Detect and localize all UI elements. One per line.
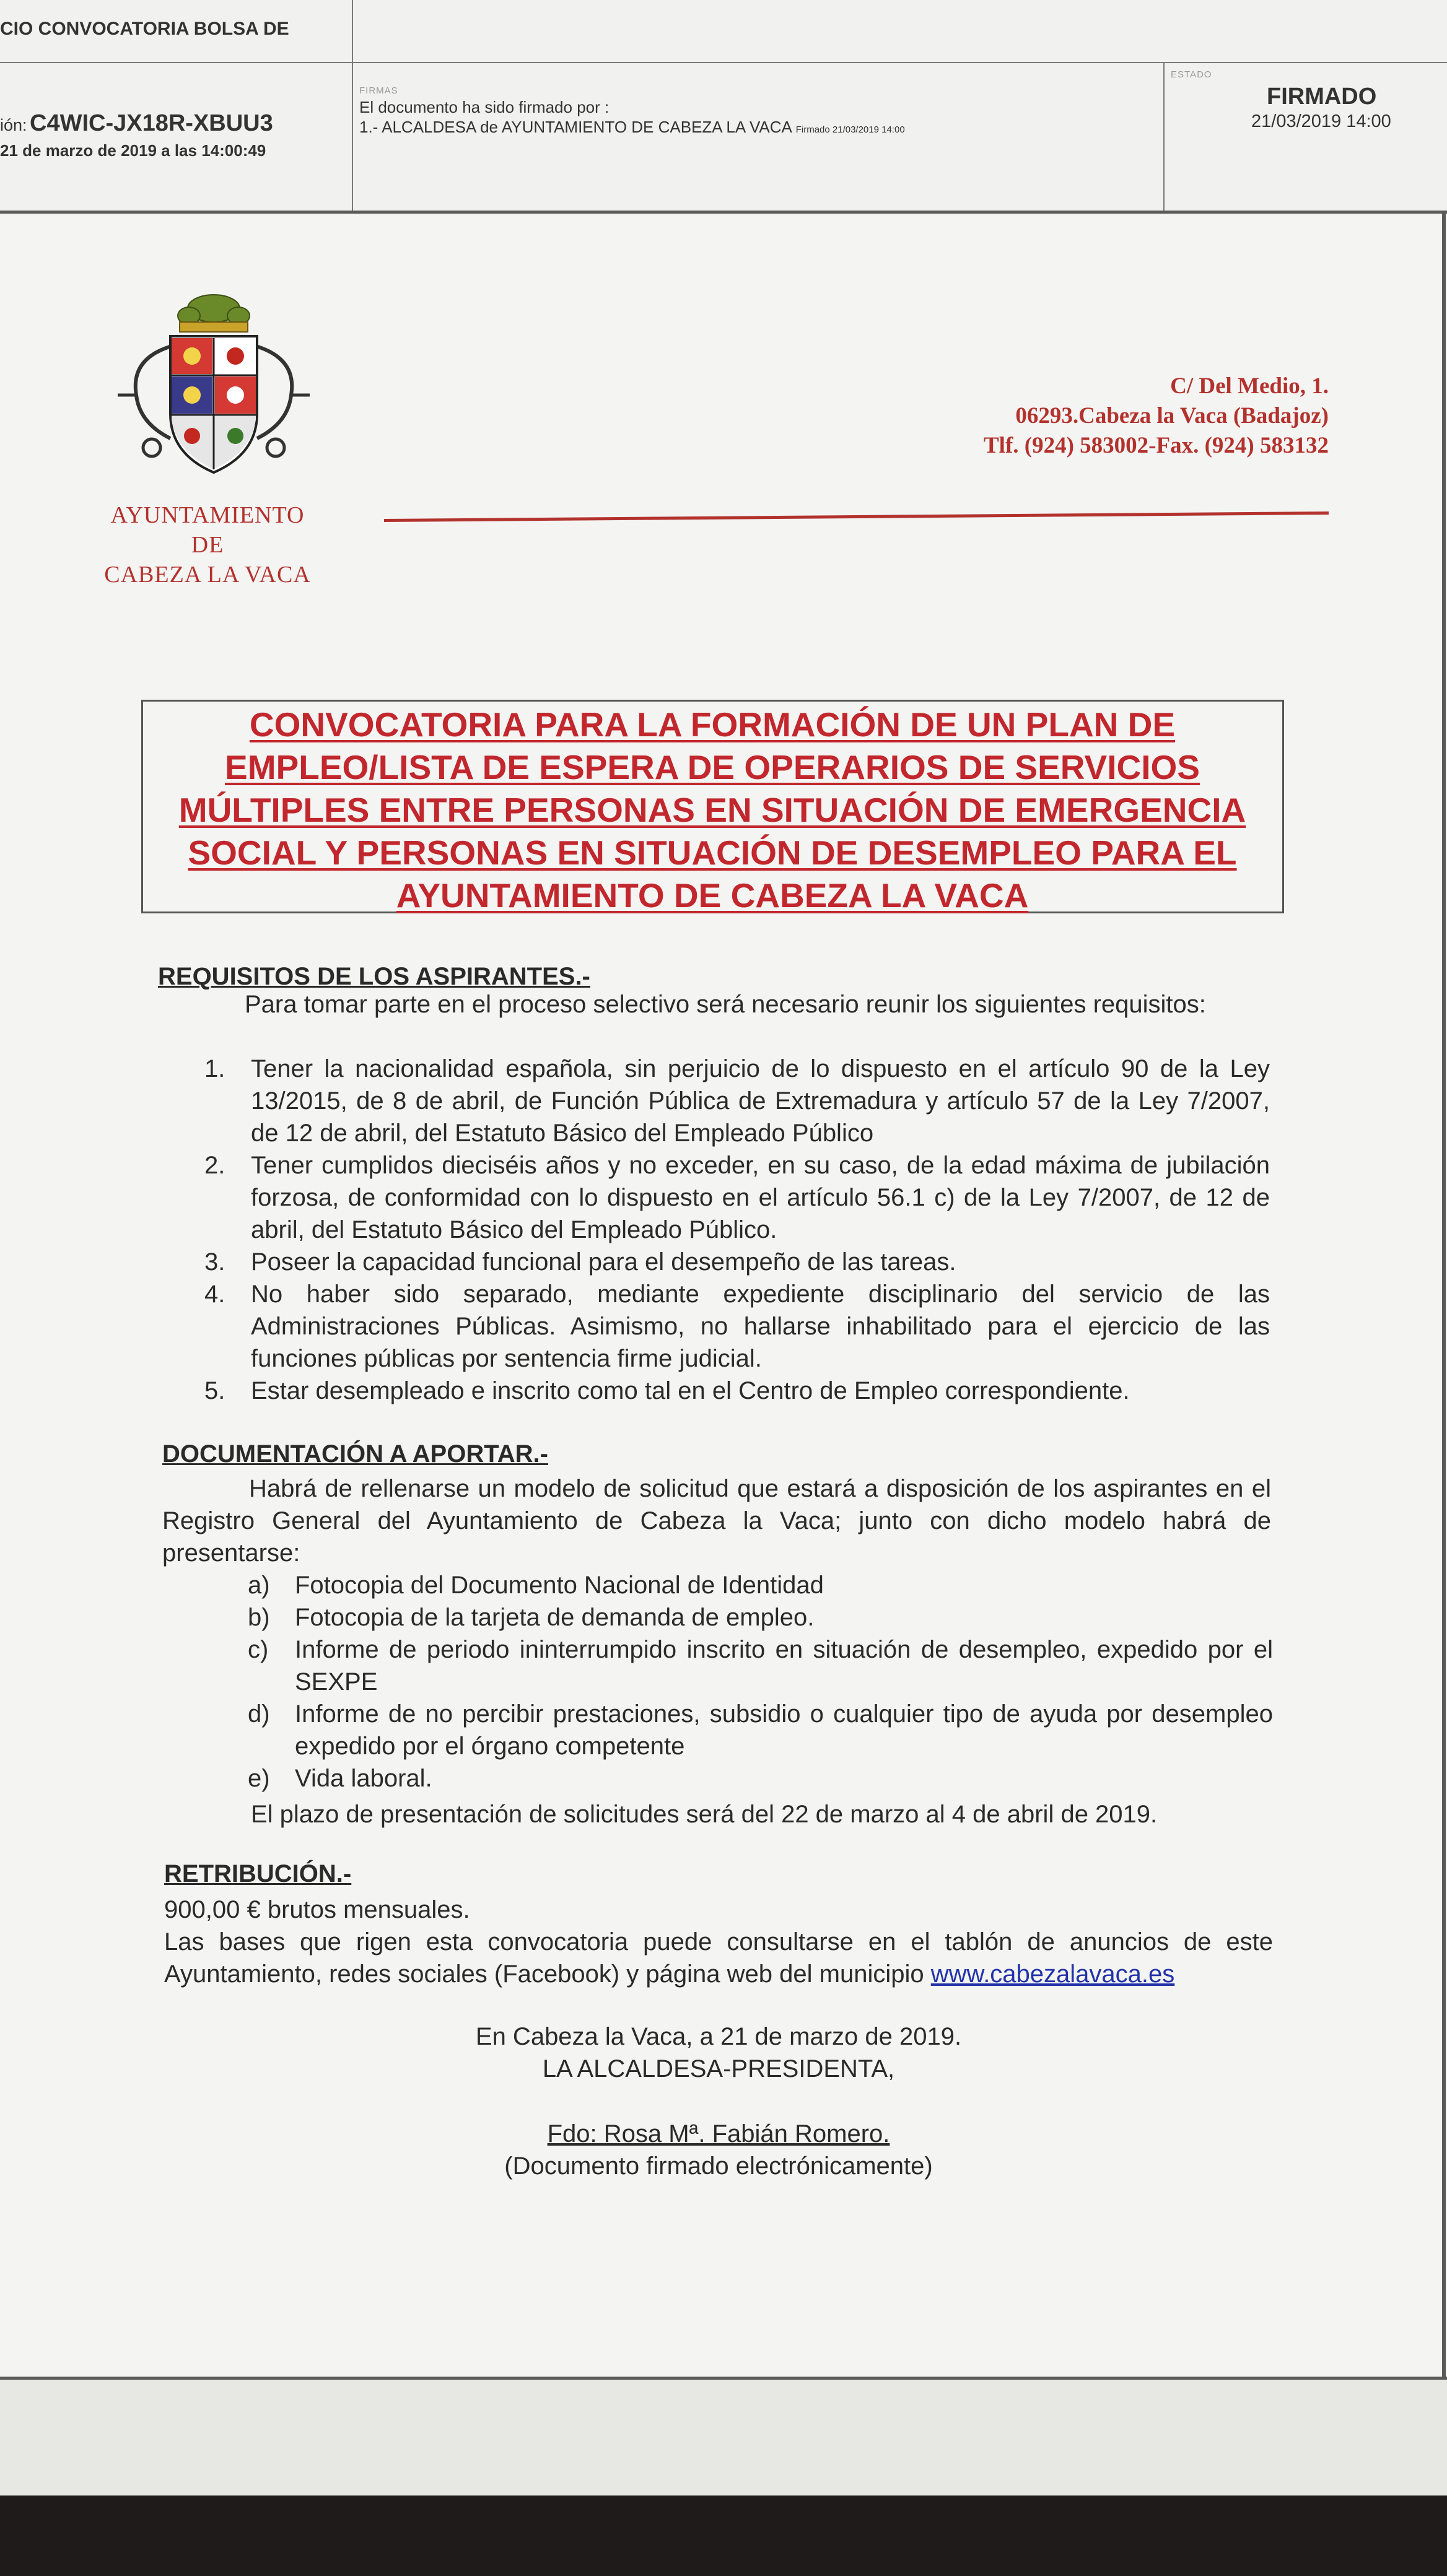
csv-code: C4WIC-JX18R-XBUU3 (30, 110, 273, 136)
list-item (248, 1634, 1273, 1698)
page-border (1442, 211, 1446, 2378)
estado-label: ESTADO (1171, 69, 1212, 80)
document-title (149, 703, 1276, 917)
list-item-text: Estar desempleado e inscrito como tal en el Centro de Empleo correspondiente. (251, 1377, 1130, 1404)
documentacion-heading: DOCUMENTACIÓN A APORTAR.- (162, 1440, 548, 1468)
list-item-text: Poseer la capacidad funcional para el desempeño de las tareas. (251, 1248, 956, 1276)
bases-paragraph (164, 1926, 1273, 1990)
list-letter: c) (248, 1636, 269, 1663)
list-item (204, 1053, 1270, 1149)
org-name-line: CABEZA LA VACA (104, 562, 311, 588)
signature-note: (Documento firmado electrónicamente) (504, 2152, 933, 2180)
paper-bottom (0, 2380, 1447, 2497)
csv-code-row (0, 110, 273, 137)
requisitos-heading: REQUISITOS DE LOS ASPIRANTES.- (158, 963, 590, 990)
list-number: 4. (204, 1281, 225, 1308)
bases-text: Las bases que rigen esta convocatoria puede consultarse en el tablón de anuncios de este Ayuntamiento, redes sociales (Facebook) y página web del municipio (164, 1928, 1273, 1988)
list-item-text: Informe de periodo ininterrumpido inscrito en situación de desempleo, expedido por el SEXPE (295, 1636, 1273, 1695)
list-item (248, 1698, 1273, 1762)
signed-name (434, 2118, 1003, 2150)
signer-line (359, 118, 905, 137)
list-item (248, 1569, 1273, 1601)
title-line: CONVOCATORIA PARA LA FORMACIÓN DE UN PLAN DE (249, 705, 1176, 744)
place-date: En Cabeza la Vaca, a 21 de marzo de 2019. (475, 2023, 962, 2050)
background-surface (0, 2496, 1447, 2576)
list-number: 2. (204, 1152, 225, 1179)
list-item (248, 1601, 1273, 1634)
strip-divider (0, 62, 1447, 63)
strip-divider (352, 0, 353, 214)
list-item-text: Vida laboral. (295, 1765, 432, 1792)
requisitos-intro: Para tomar parte en el proceso selectivo será necesario reunir los siguientes requisitos: (245, 991, 1206, 1018)
title-line: EMPLEO/LISTA DE ESPERA DE OPERARIOS DE SERVICIOS (225, 748, 1200, 786)
retribucion-amount: 900,00 € brutos mensuales. (164, 1896, 470, 1923)
signer-date: Firmado 21/03/2019 14:00 (795, 124, 905, 135)
estado-date: 21/03/2019 14:00 (1251, 111, 1391, 131)
page-border (0, 211, 1447, 214)
list-item (248, 1762, 1273, 1795)
list-letter: b) (248, 1604, 270, 1631)
list-item (204, 1246, 1270, 1278)
requisitos-list (204, 1053, 1270, 1407)
estado-value: FIRMADO (1267, 84, 1377, 110)
title-line: MÚLTIPLES ENTRE PERSONAS EN SITUACIÓN DE EMERGENCIA (178, 791, 1246, 829)
list-number: 1. (204, 1055, 225, 1082)
list-letter: d) (248, 1700, 270, 1728)
list-item-text: Tener cumplidos dieciséis años y no exceder, en su caso, de la edad máxima de jubilación forzosa, de conformidad con lo dispuesto en el artículo 56.1 c) de la Ley 7/2007, de 12 de abril, del Estatuto Básico del Empleado Público. (251, 1152, 1270, 1243)
list-item-text: No haber sido separado, mediante expediente disciplinario del servicio de las Administraciones Públicas. Asimismo, no hallarse inhabilitado para el ejercicio de las funciones públicas por sentencia firme judicial. (251, 1281, 1270, 1372)
plazo-text: El plazo de presentación de solicitudes será del 22 de marzo al 4 de abril de 2019. (251, 1801, 1158, 1828)
documentacion-list (248, 1569, 1273, 1795)
list-item-text: Fotocopia del Documento Nacional de Identidad (295, 1572, 824, 1599)
title-line: SOCIAL Y PERSONAS EN SITUACIÓN DE DESEMPLEO PARA EL (188, 833, 1237, 872)
list-letter: e) (248, 1765, 270, 1792)
csv-label: ión: (0, 116, 27, 134)
list-item-text: Informe de no percibir prestaciones, subsidio o cualquier tipo de ayuda por desempleo expedido por el órgano competente (295, 1700, 1273, 1760)
csv-date: 21 de marzo de 2019 a las 14:00:49 (0, 141, 266, 160)
list-item (204, 1278, 1270, 1375)
org-name-line: AYUNTAMIENTO (110, 502, 305, 528)
list-item (204, 1149, 1270, 1246)
list-item-text: Tener la nacionalidad española, sin perjuicio de lo dispuesto en el artículo 90 de la Ley 13/2015, de 8 de abril, de Función Pública de Extremadura y artículo 57 de la Ley 7/2007, de 12 de abril, del Estatuto Básico del Empleado Público (251, 1055, 1270, 1147)
address-line: C/ Del Medio, 1. (1170, 373, 1329, 399)
list-number: 3. (204, 1248, 225, 1276)
org-name-line: DE (191, 532, 224, 558)
list-letter: a) (248, 1572, 270, 1599)
address-line: Tlf. (924) 583002-Fax. (924) 583132 (984, 433, 1329, 458)
retribucion-heading: RETRIBUCIÓN.- (164, 1860, 352, 1887)
list-item (204, 1375, 1270, 1407)
firmas-label: FIRMAS (359, 85, 398, 96)
address-block (898, 372, 1329, 461)
strip-divider (1163, 62, 1165, 214)
document-title-fragment: CIO CONVOCATORIA BOLSA DE (0, 19, 289, 39)
organization-name (87, 500, 328, 590)
title-line: AYUNTAMIENTO DE CABEZA LA VACA (396, 876, 1029, 915)
signer-name: 1.- ALCALDESA de AYUNTAMIENTO DE CABEZA LA VACA (359, 118, 792, 136)
coat-of-arms-icon (118, 290, 310, 488)
address-line: 06293.Cabeza la Vaca (Badajoz) (1015, 403, 1329, 429)
signature-strip (0, 0, 1447, 214)
signed-name-text: Fdo: Rosa Mª. Fabián Romero. (547, 2120, 890, 2147)
signer-role: LA ALCALDESA-PRESIDENTA, (542, 2055, 895, 2082)
list-item-text: Fotocopia de la tarjeta de demanda de empleo. (295, 1604, 815, 1631)
documentacion-intro: Habrá de rellenarse un modelo de solicitud que estará a disposición de los aspirantes en el Registro General del Ayuntamiento de Cabeza la Vaca; junto con dicho modelo habrá de presentarse: (162, 1475, 1271, 1567)
list-number: 5. (204, 1377, 225, 1404)
signed-by-text: El documento ha sido firmado por : (359, 98, 610, 116)
website-link[interactable]: www.cabezalavaca.es (930, 1960, 1175, 1988)
